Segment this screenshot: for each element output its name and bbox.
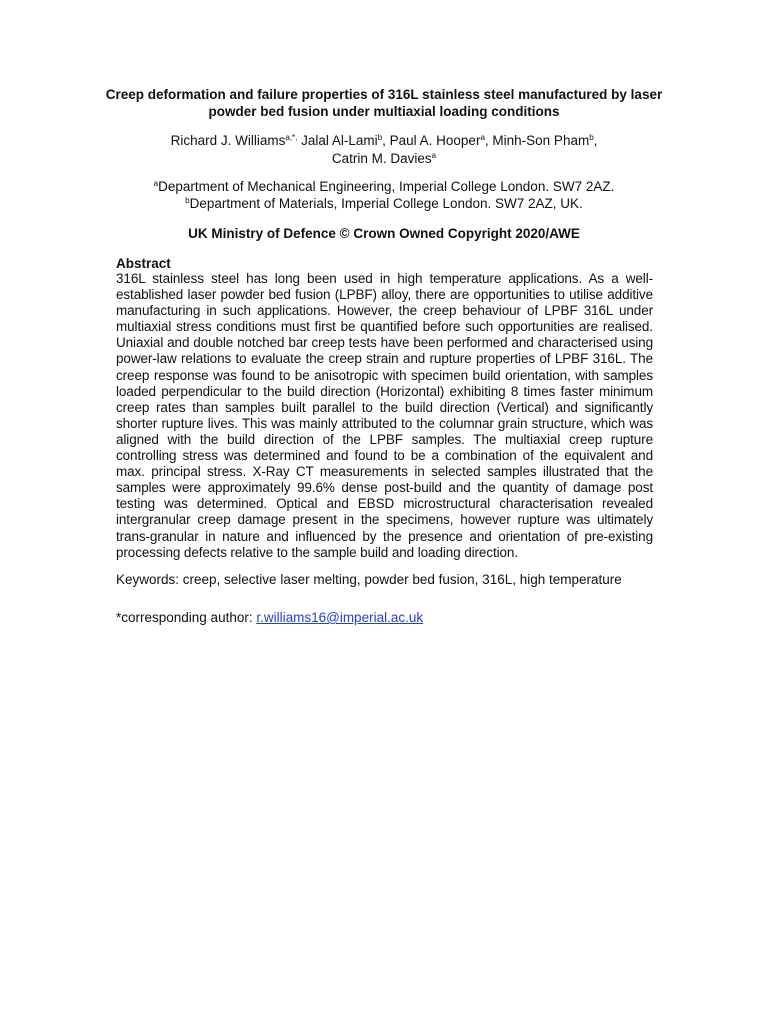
abstract-heading: Abstract — [116, 256, 171, 271]
affiliation-a — [100, 178, 668, 195]
author-name: Paul A. Hooper — [389, 133, 481, 148]
author-name: Richard J. Williams — [170, 133, 286, 148]
author-name: Minh-Son Pham — [492, 133, 590, 148]
affiliation-b — [100, 195, 668, 212]
author-name: Jalal Al-Lami — [301, 133, 378, 148]
paper-title: Creep deformation and failure properties of 316L stainless steel manufactured by laser powder bed fusion under multiaxial loading conditions — [105, 87, 663, 119]
keywords-line: Keywords: creep, selective laser melting, powder bed fusion, 316L, high temperature — [116, 572, 622, 587]
author-affiliation-mark: b — [377, 133, 383, 142]
author-affiliation-mark: b — [589, 133, 594, 142]
affiliation-text: Department of Materials, Imperial College London. SW7 2AZ, UK. — [189, 196, 583, 211]
copyright-notice: UK Ministry of Defence © Crown Owned Copyright 2020/AWE — [188, 226, 580, 241]
author-affiliation-mark: a — [480, 133, 485, 142]
author-list: Richard J. Williams$^{a,*,}$ Jalal Al-Lami$^b$, Paul A. Hooper$^a$, Minh-Son Pham$^b$, Catrin M. Davies$^a$ — [170, 133, 598, 166]
affiliation-text: Department of Mechanical Engineering, Imperial College London. SW7 2AZ. — [158, 179, 615, 194]
affiliation-list — [100, 178, 668, 212]
affiliation-mark: b — [185, 196, 190, 205]
affiliation-mark: a — [153, 179, 159, 188]
corresponding-author-label: *corresponding author: — [116, 610, 257, 625]
author-name: Catrin M. Davies — [331, 151, 432, 166]
author-affiliation-mark: a,*, — [285, 133, 298, 142]
author-email-link[interactable]: r.williams16@imperial.ac.uk — [256, 610, 424, 625]
corresponding-author-line — [116, 609, 676, 626]
abstract-text: 316L stainless steel has long been used in high temperature applications. As a well-established laser powder bed fusion (LPBF) alloy, there are opportunities to utilise additive manufacturing in such applications. However, the creep behaviour of LPBF 316L under multiaxial stress conditions must first be quantified before such opportunities are realised. Uniaxial and double notched bar creep tests have been performed and characterised using power-law relations to evaluate the creep strain and rupture properties of LPBF 316L. The creep response was found to be anisotropic with specimen build orientation, with samples loaded perpendicular to the build direction (Horizontal) exhibiting 8 times faster minimum creep rates than samples built parallel to the build direction (Vertical) and significantly shorter rupture lives. This was mainly attributed to the columnar grain structure, which was aligned with the build direction of the LPBF samples. The multiaxial creep rupture controlling stress was determined and found to be a combination of the equivalent and max. principal stress. X-Ray CT measurements in selected samples illustrated that the samples were approximately 99.6% dense post-build and the quantity of damage post testing was determined. Optical and EBSD microstructural characterisation revealed intergranular creep damage present in the specimens, however rupture was ultimately trans-granular in nature and influenced by the presence and orientation of pre-existing processing defects relative to the sample build and loading direction. — [116, 271, 653, 560]
author-affiliation-mark: a — [431, 151, 437, 160]
